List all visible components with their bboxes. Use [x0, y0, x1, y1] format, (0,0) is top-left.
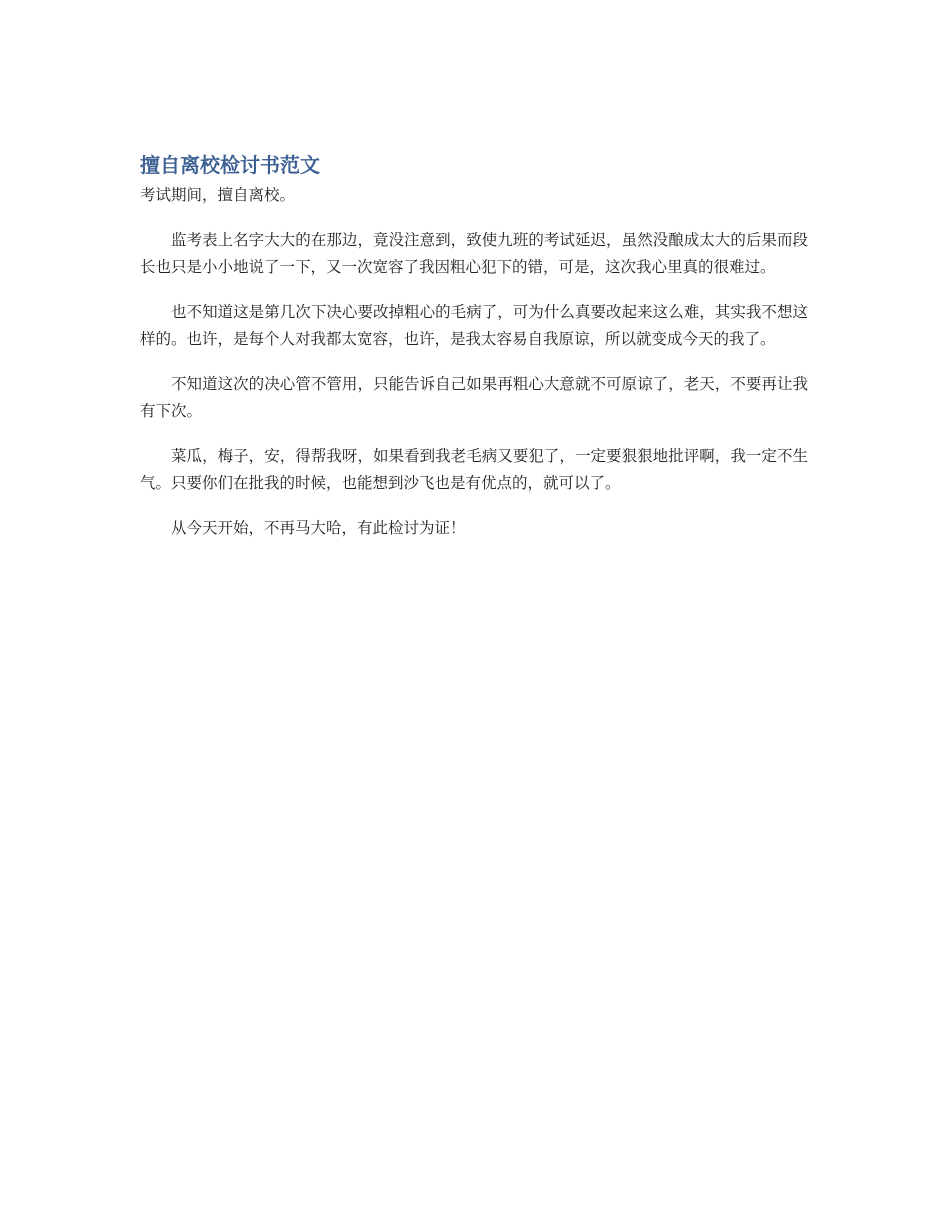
- document-title: 擅自离校检讨书范文: [140, 153, 320, 177]
- paragraph-5: 从今天开始，不再马大哈，有此检讨为证！: [171, 519, 466, 537]
- paragraph-3: 不知道这次的决心管不管用，只能告诉自己如果再粗心大意就不可原谅了，老天，不要再让我有下次。: [140, 375, 808, 420]
- document-body: [140, 150, 808, 542]
- paragraph-2: 也不知道这是第几次下决心要改掉粗心的毛病了，可为什么真要改起来这么难，其实我不想这样的。也许，是每个人对我都太宽容，也许，是我太容易自我原谅，所以就变成今天的我了。: [140, 303, 808, 348]
- paragraph-1: 监考表上名字大大的在那边，竟没注意到，致使九班的考试延迟，虽然没酿成太大的后果而段长也只是小小地说了一下，又一次宽容了我因粗心犯下的错，可是，这次我心里真的很难过。: [140, 231, 808, 276]
- paragraph-4: 菜瓜，梅子，安，得帮我呀，如果看到我老毛病又要犯了，一定要狠狠地批评啊，我一定不生气。只要你们在批我的时候，也能想到沙飞也是有优点的，就可以了。: [140, 447, 808, 492]
- document-subtitle: 考试期间，擅自离校。: [140, 186, 296, 204]
